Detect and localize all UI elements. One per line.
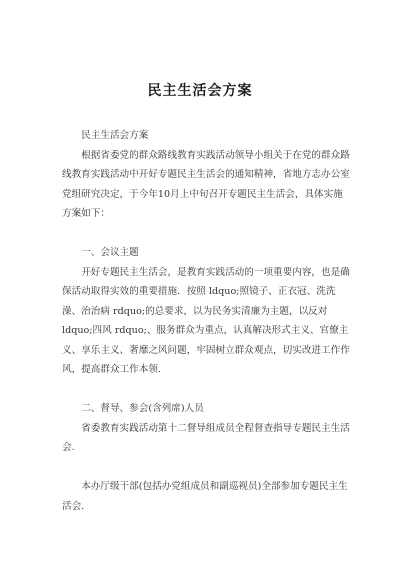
section-1-heading: 一、会议主题 <box>81 247 139 258</box>
intro-paragraph: 根据省委党的群众路线教育实践活动领导小组关于在党的群众路线教育实践活动中开好专题民主生活会的通知精神，省地方志办公室党组研究决定，于今年10月上中旬召开专题民主生活会，具体实施方案如下： <box>62 149 350 219</box>
subtitle-line: 民主生活会方案 <box>81 130 149 141</box>
section-1-paragraph: 开好专题民主生活会，是教育实践活动的一项重要内容，也是确保活动取得实效的重要措施．按照 ldquo;照镜子、正衣冠、洗洗澡、治治病 rdquo;的总要求，以为民务实清廉为主题，以反对 ldquo;四风 rdquo;、服务群众为重点，认真解决形式主义、官僚主义、享乐主义、奢靡之风问题，牢固树立群众观点，切实改进工作作风，提高群众工作本领. <box>62 266 350 375</box>
document-title: 民主生活会方案 <box>147 83 253 99</box>
section-2-paragraph-1: 省委教育实践活动第十二督导组成员全程督查指导专题民主生活会. <box>62 422 350 453</box>
document-body <box>62 126 352 516</box>
section-2-heading: 二、督导、参会(含列席)人员 <box>81 403 204 414</box>
section-2-paragraph-2: 本办厅级干部(包括办党组成员和副巡视员)全部参加专题民主生活会. <box>62 481 348 512</box>
